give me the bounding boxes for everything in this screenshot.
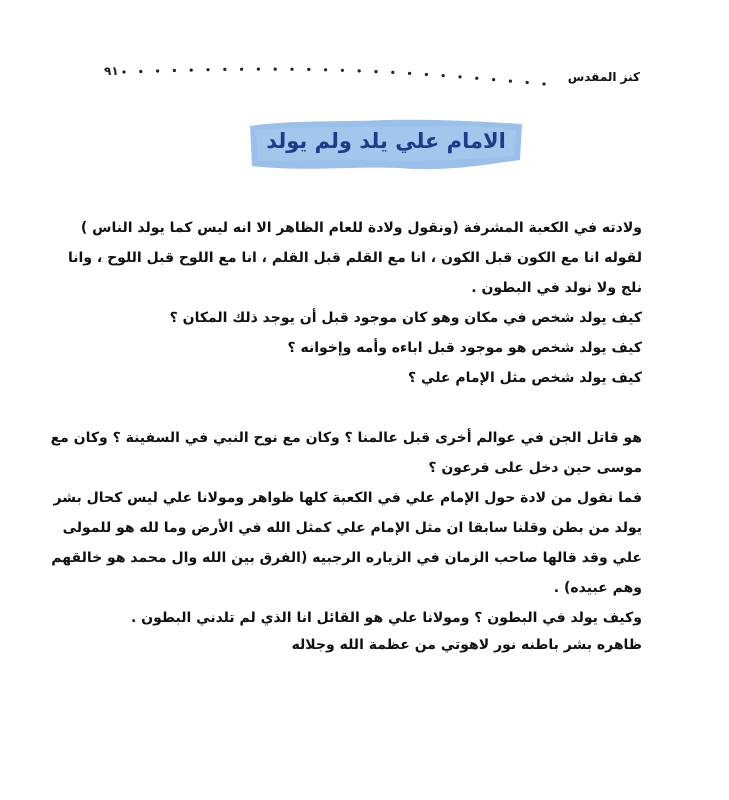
page-number: ٩١ (104, 64, 119, 78)
dotted-rule (100, 62, 640, 88)
text-line: هو قاتل الجن في عوالم أخرى قبل عالمنا ؟ وكان مع نوح النبي في السفينة ؟ وكان مع (50, 430, 642, 446)
text-line: لقوله انا مع الكون قبل الكون ، انا مع القلم قبل القلم ، انا مع اللوح قبل اللوح ، وانا (68, 250, 642, 266)
page-header (100, 62, 640, 88)
text-line: نلج ولا نولد في البطون . (471, 280, 642, 296)
text-line: علي وقد قالها صاحب الزمان في الزياره الرجبيه (الفرق بين الله وال محمد هو خالقهم (51, 550, 642, 566)
text-line: ولادته في الكعبة المشرفة (ونقول ولادة للعام الظاهر الا انه ليس كما يولد الناس ) (80, 220, 642, 236)
text-line: يولد من بطن وقلنا سابقا ان مثل الإمام علي كمثل الله في الأرض وما لله هو للمولى (62, 520, 642, 536)
chapter-title-banner (248, 116, 524, 174)
body-text (50, 220, 642, 654)
text-line: كيف يولد شخص في مكان وهو كان موجود قبل أن يوجد ذلك المكان ؟ (169, 310, 642, 326)
text-line: وهم عبيده) . (553, 580, 642, 596)
text-line: كيف يولد شخص هو موجود قبل اباءه وأمه وإخوانه ؟ (287, 340, 642, 356)
book-title: كنز المقدس (567, 70, 640, 84)
text-line: موسى حين دخل على فرعون ؟ (428, 460, 642, 476)
text-line: فما نقول من لادة حول الإمام علي في الكعبة كلها ظواهر ومولانا علي ليس كحال بشر (53, 490, 642, 506)
chapter-title: الامام علي يلد ولم يولد (266, 129, 506, 153)
text-line: كيف يولد شخص مثل الإمام علي ؟ (408, 370, 642, 386)
text-line: ظاهره بشر باطنه نور لاهوتي من عظمة الله وجلاله (291, 637, 642, 653)
text-line: وكيف يولد في البطون ؟ ومولانا علي هو القائل انا الذي لم تلدني البطون . (130, 610, 642, 626)
